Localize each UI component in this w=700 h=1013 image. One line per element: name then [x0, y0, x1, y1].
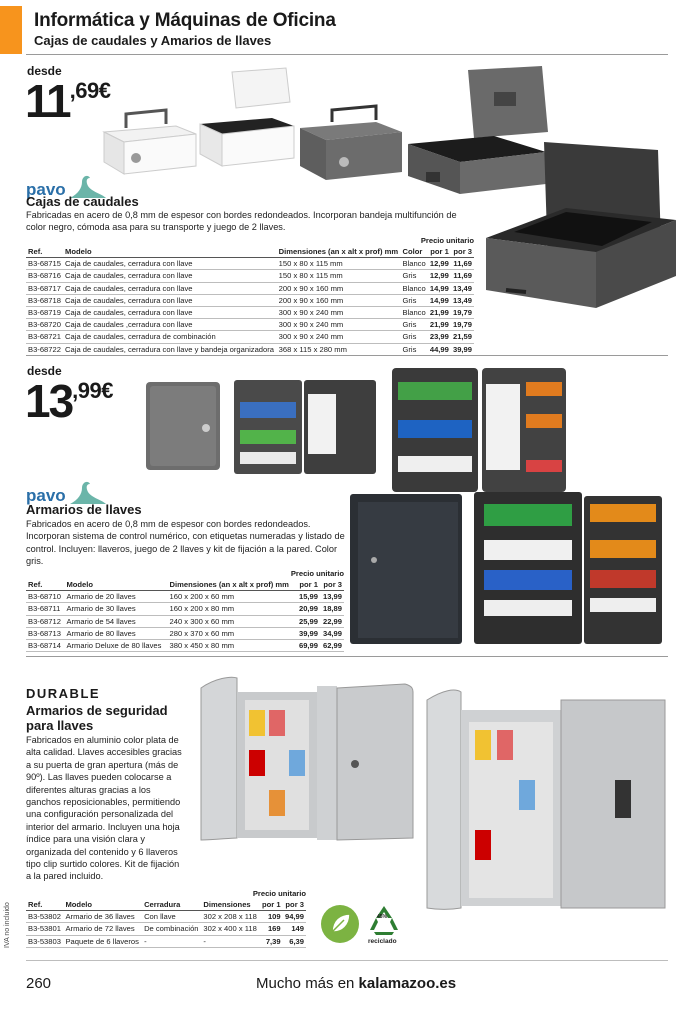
col-ref: Ref.: [26, 899, 63, 911]
table-cell: 13,49: [451, 282, 474, 294]
price-header: Precio unitario: [252, 889, 306, 898]
recycle-percent: 45%: [377, 914, 388, 920]
table-row: [26, 935, 306, 947]
cash-box-white-small: [104, 110, 196, 174]
table-cell: B3-53803: [26, 935, 63, 947]
recycle-icon: [366, 904, 402, 936]
table-cell: 200 x 90 x 160 mm: [277, 294, 401, 306]
table-cell: B3-68720: [26, 319, 63, 331]
aluminium-cabinet-closed: [337, 684, 413, 840]
table-row: [26, 270, 474, 282]
table-cell: 15,99: [296, 591, 320, 603]
footer-tagline: [256, 975, 456, 992]
price-integer: 13: [25, 375, 73, 427]
table-cell: B3-68712: [26, 615, 64, 627]
table-cell: 39,99: [451, 343, 474, 355]
table-row: [26, 307, 474, 319]
table-cell: 44,99: [428, 343, 451, 355]
iva-note: IVA no incluido: [4, 902, 11, 948]
table-cell: Armario de 36 llaves: [63, 911, 142, 923]
table-row: [26, 591, 344, 603]
table-cell: Gris: [400, 270, 427, 282]
table-cell: Armario de 20 llaves: [64, 591, 167, 603]
page-title: Informática y Máquinas de Oficina: [34, 10, 336, 31]
key-cabinet-open-small: [234, 380, 376, 474]
price-header: Precio unitario: [420, 236, 474, 245]
section-title-armarios: Armarios de llaves: [26, 502, 142, 517]
table-cell: 302 x 400 x 118: [201, 923, 259, 935]
title-line-2: para llaves: [26, 718, 94, 733]
section-title-cajas: Cajas de caudales: [26, 194, 139, 209]
table-cell: 150 x 80 x 115 mm: [277, 270, 401, 282]
recycle-label: reciclado: [368, 938, 397, 945]
table-cell: B3-53801: [26, 923, 63, 935]
table-row: [26, 343, 474, 355]
table-cell: 13,49: [451, 294, 474, 306]
tagline-prefix: Mucho más en: [256, 975, 359, 992]
col-ref: Ref.: [26, 246, 63, 258]
col-dimensiones: Dimensiones (an x alt x prof) mm: [277, 246, 401, 258]
table-cell: 19,79: [451, 319, 474, 331]
table-armarios-body: [26, 591, 344, 652]
table-cell: 21,99: [428, 319, 451, 331]
table-cell: 300 x 90 x 240 mm: [277, 331, 401, 343]
table-row: [26, 640, 344, 652]
table-cell: B3-68718: [26, 294, 63, 306]
price-decimal: ,69€: [69, 78, 111, 103]
table-row: [26, 627, 344, 639]
table-cell: 25,99: [296, 615, 320, 627]
table-row: [26, 282, 474, 294]
title-line-1: Armarios de seguridad: [26, 703, 168, 718]
divider: [26, 54, 668, 55]
table-cell: Armario de 30 llaves: [64, 603, 167, 615]
key-cabinet-closed-large: [350, 494, 462, 644]
table-cell: 11,69: [451, 270, 474, 282]
cash-box-white-open: [200, 68, 294, 166]
col-dimensiones: Dimensiones: [201, 899, 259, 911]
table-cell: 94,99: [283, 911, 306, 923]
table-cell: B3-68715: [26, 258, 63, 270]
table-cell: Armario de 80 llaves: [64, 627, 167, 639]
table-cell: Caja de caudales, cerradura con llave: [63, 270, 277, 282]
table-cell: 34,99: [320, 627, 344, 639]
divider: [26, 656, 668, 657]
table-cell: 150 x 80 x 115 mm: [277, 258, 401, 270]
table-cell: B3-68711: [26, 603, 64, 615]
table-cell: 22,99: [320, 615, 344, 627]
col-por3: por 3: [320, 579, 344, 591]
table-cell: 280 x 370 x 60 mm: [168, 627, 297, 639]
leaf-eco-icon: [320, 904, 360, 944]
table-cell: 39,99: [296, 627, 320, 639]
table-cell: 169: [260, 923, 283, 935]
table-row: [26, 923, 306, 935]
table-cell: B3-68717: [26, 282, 63, 294]
table-cell: 21,99: [428, 307, 451, 319]
table-cell: 19,79: [451, 307, 474, 319]
col-por3: por 3: [451, 246, 474, 258]
pavo-logo-text: pavo: [26, 180, 66, 199]
website-link[interactable]: kalamazoo.es: [358, 975, 457, 992]
table-cell: Gris: [400, 319, 427, 331]
aluminium-cabinet-open: [201, 677, 337, 840]
table-header-row: [26, 246, 474, 258]
table-cell: 12,99: [428, 258, 451, 270]
table-row: [26, 331, 474, 343]
table-cell: 109: [260, 911, 283, 923]
table-cell: 18,89: [320, 603, 344, 615]
col-por1: por 1: [296, 579, 320, 591]
table-header-row: [26, 899, 306, 911]
table-cell: 368 x 115 x 280 mm: [277, 343, 401, 355]
table-cell: 380 x 450 x 80 mm: [168, 640, 297, 652]
footer-divider: [26, 960, 668, 961]
table-cell: De combinación: [142, 923, 201, 935]
table-cajas-body: [26, 258, 474, 356]
table-cell: B3-68721: [26, 331, 63, 343]
table-cell: Caja de caudales, cerradura con llave: [63, 294, 277, 306]
table-cell: 14,99: [428, 282, 451, 294]
aluminium-cabinet-large-open: [427, 690, 665, 909]
table-cell: Armario de 72 llaves: [63, 923, 142, 935]
table-cell: 160 x 200 x 60 mm: [168, 591, 297, 603]
col-dimensiones: Dimensiones (an x alt x prof) mm: [168, 579, 297, 591]
table-cell: 12,99: [428, 270, 451, 282]
table-cell: Gris: [400, 294, 427, 306]
aluminium-cabinets-image: [195, 670, 670, 920]
table-cell: 300 x 90 x 240 mm: [277, 307, 401, 319]
table-cell: -: [201, 935, 259, 947]
table-cajas: [26, 246, 474, 356]
col-ref: Ref.: [26, 579, 64, 591]
page-subtitle: Cajas de caudales y Amarios de llaves: [34, 33, 272, 48]
table-cell: 11,69: [451, 258, 474, 270]
table-row: [26, 294, 474, 306]
price-integer: 11: [25, 75, 70, 127]
durable-logo: DURABLE: [26, 686, 101, 701]
table-cell: Gris: [400, 343, 427, 355]
desde-label: desde: [27, 364, 62, 378]
table-cell: -: [142, 935, 201, 947]
section-desc-armarios: Fabricados en acero de 0,8 mm de espesor con bordes redondeados. Incorporan sistema de control numérico, con etiquetas numeradas y listado de control. Incluyen: llaveros, juego de 2 llaves y kit de fijación a la pared. Color gris.: [26, 519, 345, 567]
col-modelo: Modelo: [63, 246, 277, 258]
table-cell: 7,39: [260, 935, 283, 947]
divider: [26, 355, 668, 356]
table-cell: 149: [283, 923, 306, 935]
table-cell: 302 x 208 x 118: [201, 911, 259, 923]
table-cell: B3-68719: [26, 307, 63, 319]
table-cell: B3-68722: [26, 343, 63, 355]
section-desc-cajas: Fabricadas en acero de 0,8 mm de espesor con bordes redondeados. Incorporan bandeja multifunción de color negro, cómoda asa para su transporte y juego de 2 llaves.: [26, 210, 457, 233]
table-cell: Armario de 54 llaves: [64, 615, 167, 627]
table-cell: Gris: [400, 331, 427, 343]
table-cell: Caja de caudales, cerradura con llave y bandeja organizadora: [63, 343, 277, 355]
table-armarios: [26, 579, 344, 652]
col-modelo: Modelo: [64, 579, 167, 591]
table-row: [26, 911, 306, 923]
cash-box-grey-open: [408, 66, 548, 194]
table-cell: 62,99: [320, 640, 344, 652]
table-cell: 14,99: [428, 294, 451, 306]
table-row: [26, 603, 344, 615]
col-por3: por 3: [283, 899, 306, 911]
table-row: [26, 319, 474, 331]
table-cell: B3-68716: [26, 270, 63, 282]
table-cell: B3-53802: [26, 911, 63, 923]
table-cell: 240 x 300 x 60 mm: [168, 615, 297, 627]
section-tab: [0, 6, 22, 54]
price-decimal: ,99€: [72, 378, 113, 403]
table-seguridad-body: [26, 911, 306, 948]
table-cell: 300 x 90 x 240 mm: [277, 319, 401, 331]
table-cell: 6,39: [283, 935, 306, 947]
cash-box-grey: [300, 106, 402, 180]
col-color: Color: [400, 246, 427, 258]
table-cell: Paquete de 6 llaveros: [63, 935, 142, 947]
table-cell: Caja de caudales, cerradura de combinación: [63, 331, 277, 343]
col-modelo: Modelo: [63, 899, 142, 911]
table-cell: 69,99: [296, 640, 320, 652]
table-cell: B3-68710: [26, 591, 64, 603]
table-cell: Armario Deluxe de 80 llaves: [64, 640, 167, 652]
table-cell: Caja de caudales, cerradura con llave: [63, 307, 277, 319]
section-title-seguridad: [26, 703, 168, 733]
table-cell: B3-68714: [26, 640, 64, 652]
table-cell: 20,99: [296, 603, 320, 615]
page-number: 260: [26, 975, 52, 992]
table-cell: Caja de caudales ,cerradura con llave: [63, 319, 277, 331]
table-cell: Con llave: [142, 911, 201, 923]
price-from: [25, 375, 113, 427]
table-cell: 13,99: [320, 591, 344, 603]
col-por1: por 1: [260, 899, 283, 911]
price-header: Precio unitario: [290, 569, 344, 578]
table-cell: 160 x 200 x 80 mm: [168, 603, 297, 615]
table-cell: 21,59: [451, 331, 474, 343]
table-cell: 200 x 90 x 160 mm: [277, 282, 401, 294]
table-header-row: [26, 579, 344, 591]
table-cell: Blanco: [400, 307, 427, 319]
key-cabinet-open-deluxe: [474, 492, 662, 644]
table-row: [26, 615, 344, 627]
table-row: [26, 258, 474, 270]
table-cell: B3-68713: [26, 627, 64, 639]
key-cabinet-closed-small: [146, 382, 220, 470]
table-cell: 23,99: [428, 331, 451, 343]
table-cell: Caja de caudales, cerradura con llave: [63, 258, 277, 270]
pavo-logo-text: pavo: [26, 486, 66, 505]
table-cell: Blanco: [400, 282, 427, 294]
desde-label: desde: [27, 64, 62, 78]
table-cell: Caja de caudales, cerradura con llave: [63, 282, 277, 294]
section-desc-seguridad: Fabricados en aluminio color plata de alta calidad. Llaves accesibles gracias a su puerta de gran apertura (más de 90º). Las llaves pueden colocarse a diferentes alturas gracias a los ganchos reposicionables, permitiendo una configuración personalizada del interior del armario. Incluyen una hoja índice para una visión clara y organizada del contenido y 6 llaveros tipo clip surtido colores. Kit de fijación a la pared incluido.: [26, 735, 182, 882]
col-cerradura: Cerradura: [142, 899, 201, 911]
table-cell: Blanco: [400, 258, 427, 270]
table-seguridad: [26, 899, 306, 948]
col-por1: por 1: [428, 246, 451, 258]
key-cabinet-open-medium: [392, 368, 566, 492]
